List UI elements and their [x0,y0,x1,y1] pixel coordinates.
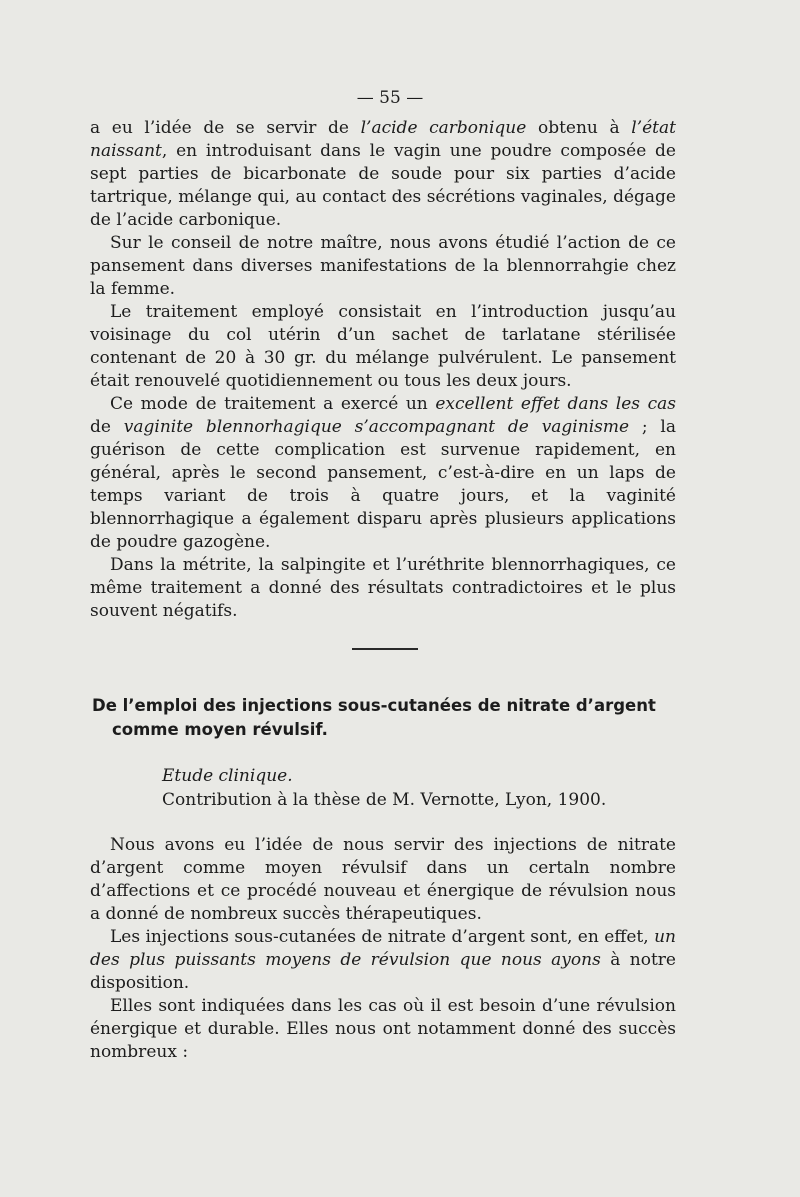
paragraph: Dans la métrite, la salpingite et l’uréthrite blennorrhagiques, ce même traitement a donné des résultats contradictoires et le plus souvent négatifs. [90,555,676,621]
text-run: a eu l’idée de se servir de [90,118,361,138]
study-label: Etude clinique. [162,766,293,786]
page-number: — 55 — [356,88,424,108]
text-run: Les injections sous-cutanées de nitrate d’argent sont, en effet, [110,927,655,947]
study-reference [162,764,682,812]
section-heading [92,694,682,742]
text-run: , en introduisant dans le vagin une poudre composée de sept parties de bicarbonate de soude pour six parties d’acide tartrique, mélange qui, au contact des sécrétions vaginales, dégage de l’acide carbonique. [90,141,676,230]
text-run: obtenu à [526,118,632,138]
text-run: ; la guérison de cette complication est survenue rapidement, en général, après le second pansement, c’est-à-dire en un laps de temps variant de trois à quatre jours, et la vaginité blennorrhagique a également disparu après plusieurs applications de poudre gazogène. [90,417,676,552]
paragraph: Nous avons eu l’idée de nous servir des injections de nitrate d’argent comme moyen révulsif dans un certaln nombre d’affections et ce procédé nouveau et énergique de révulsion nous a donné de nombreux succès thérapeutiques. [90,835,676,924]
text-run: à notre disposition. [90,950,676,993]
section-2-text [90,834,676,1064]
italic-run: un des plus puissants moyens de révulsion que nous ayons [90,927,676,970]
italic-run: excellent effet dans les cas [435,394,676,414]
paragraph: Elles sont indiquées dans les cas où il est besoin d’une révulsion énergique et durable. Elles nous ont notamment donné des succès nombreux : [90,996,676,1062]
italic-run: l’acide carbonique [360,118,527,138]
study-citation: Contribution à la thèse de M. Vernotte, Lyon, 1900. [162,790,607,810]
heading-line: De l’emploi des injections sous-cutanées de nitrate d’argent [92,696,656,715]
italic-run: l’état naissant [90,118,676,161]
paragraph [90,117,676,232]
heading-line: comme moyen révulsif. [112,720,328,739]
section-1-text [90,117,676,623]
paragraph: Le traitement employé consistait en l’introduction jusqu’au voisinage du col utérin d’un sachet de tarlatane stérilisée contenant de 20 à 30 gr. du mélange pulvérulent. Le pansement était renouvelé quotidiennement ou tous les deux jours. [90,302,676,391]
paragraph [90,393,676,554]
section-divider [352,648,418,650]
paragraph [90,926,676,995]
text-run: Ce mode de traitement a exercé un [110,394,436,414]
italic-run: vaginite blennorhagique s’accompagnant de vaginisme [123,417,630,437]
paragraph: Sur le conseil de notre maître, nous avons étudié l’action de ce pansement dans diverses manifestations de la blennorrahgie chez la femme. [90,233,676,299]
text-run: de [90,417,124,437]
